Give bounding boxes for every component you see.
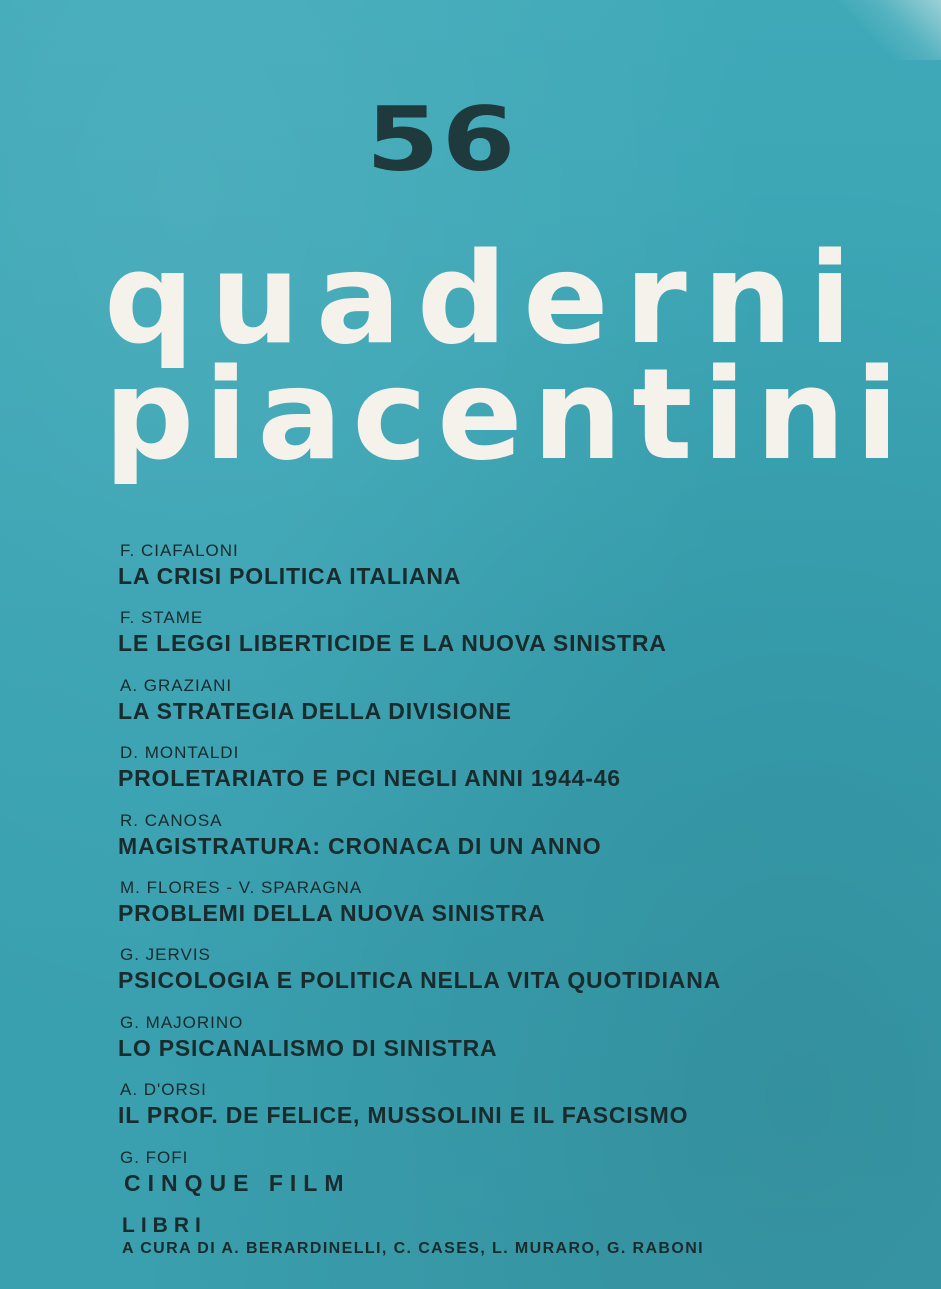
issue-number: 56 — [366, 88, 518, 191]
toc-title: PROBLEMI DELLA NUOVA SINISTRA — [118, 899, 546, 926]
toc-title: LE LEGGI LIBERTICIDE E LA NUOVA SINISTRA — [118, 630, 667, 657]
toc-author: F. CIAFALONI — [120, 541, 239, 560]
books-section — [122, 1214, 704, 1260]
toc-title: IL PROF. DE FELICE, MUSSOLINI E IL FASCISMO — [118, 1102, 689, 1129]
toc-author: D. MONTALDI — [120, 743, 240, 763]
toc-author: G. FOFI — [120, 1147, 189, 1167]
toc-title: MAGISTRATURA: CRONACA DI UN ANNO — [118, 832, 602, 859]
masthead-line-2: piacentini — [104, 341, 909, 488]
toc-entry — [118, 810, 898, 877]
toc-entry — [118, 877, 898, 944]
toc-author: A. D'ORSI — [120, 1080, 207, 1100]
toc-entry — [118, 675, 898, 742]
toc-author: R. CANOSA — [120, 810, 223, 830]
toc-author: A. GRAZIANI — [120, 675, 233, 695]
table-of-contents — [118, 540, 898, 1214]
toc-entry — [118, 742, 898, 809]
masthead-line-1: quaderni — [104, 225, 868, 372]
toc-title: LO PSICANALISMO DI SINISTRA — [118, 1034, 498, 1061]
toc-entry — [118, 607, 898, 674]
toc-title: LA CRISI POLITICA ITALIANA — [118, 563, 462, 589]
toc-author: M. FLORES - V. SPARAGNA — [120, 877, 363, 897]
toc-entry — [118, 944, 898, 1011]
toc-author: F. STAME — [120, 608, 204, 628]
toc-entry — [118, 1012, 898, 1079]
toc-entry — [118, 1079, 898, 1146]
toc-title: PROLETARIATO E PCI NEGLI ANNI 1944-46 — [118, 765, 621, 792]
toc-title: CINQUE FILM — [124, 1169, 351, 1196]
toc-author: G. JERVIS — [120, 945, 211, 965]
toc-title: LA STRATEGIA DELLA DIVISIONE — [118, 697, 512, 724]
toc-entry — [118, 1147, 898, 1214]
books-editors: A CURA DI A. BERARDINELLI, C. CASES, L. MURARO, G. RABONI — [122, 1240, 705, 1257]
toc-entry — [118, 540, 898, 607]
toc-author: G. MAJORINO — [120, 1012, 244, 1032]
worn-corner — [821, 0, 941, 60]
books-label: LIBRI — [122, 1214, 207, 1237]
toc-title: PSICOLOGIA E POLITICA NELLA VITA QUOTIDIANA — [118, 967, 722, 994]
